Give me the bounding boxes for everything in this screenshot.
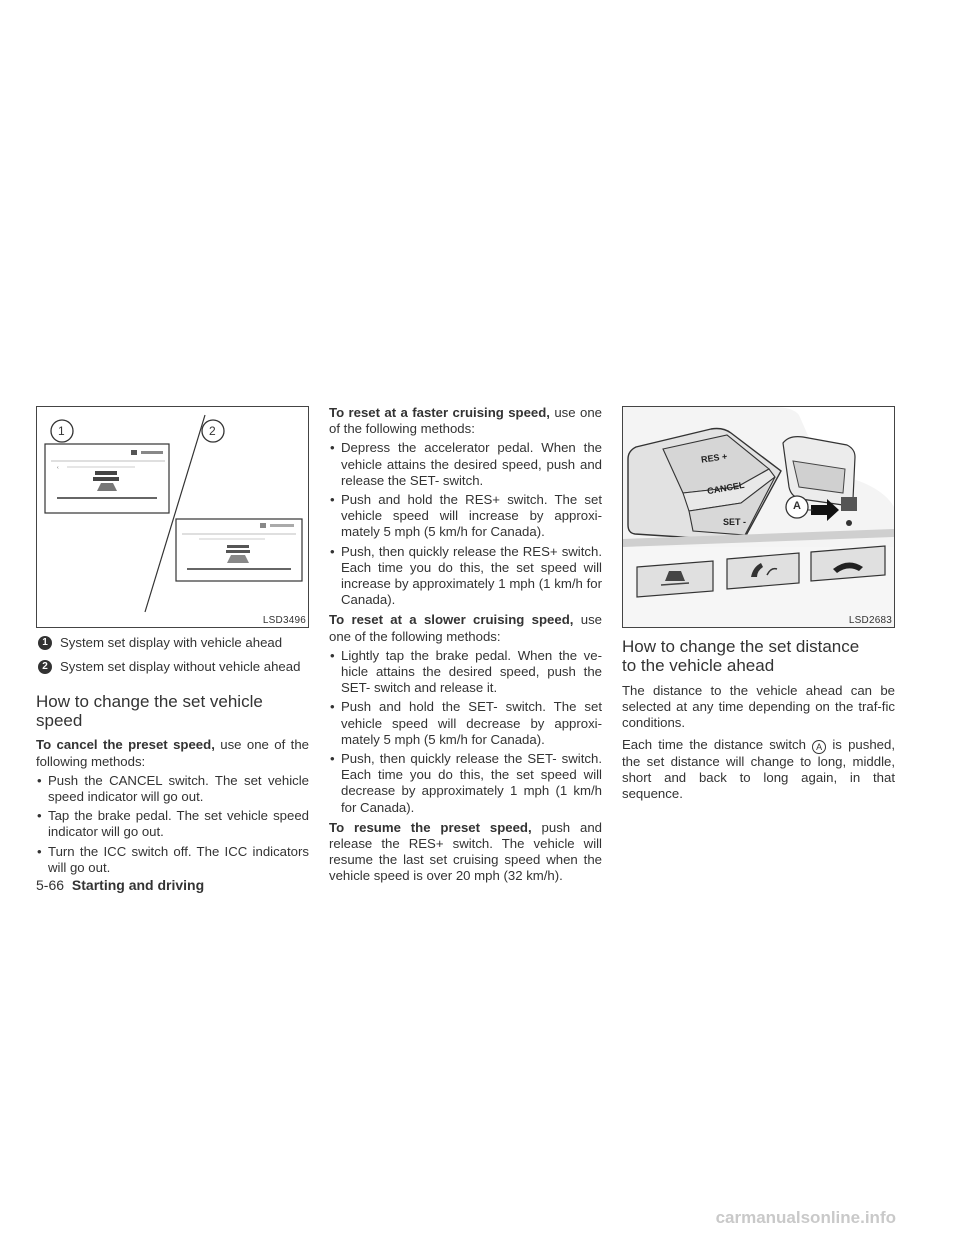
cancel-lead: To cancel the preset speed,: [36, 737, 215, 753]
res-plus-label: RES +: [700, 451, 728, 465]
watermark: carmanualsonline.info: [715, 1208, 896, 1227]
list-item: • Push the CANCEL switch. The set vehicle speed indicator will go out.: [36, 773, 309, 805]
heading-line-2: to the vehicle ahead: [622, 656, 775, 675]
slower-rest: use one of the following methods:: [329, 612, 602, 644]
resume-rest: push and release the RES+ switch. The vehicle will resume the last set cruising speed when the vehicle speed is over 20 mph (32 km/h).: [329, 819, 602, 884]
heading-line-1: How to change the set distance: [622, 637, 860, 656]
resume-lead: To resume the preset speed,: [329, 819, 532, 835]
page-footer: [36, 877, 204, 893]
cancel-label: CANCEL: [706, 479, 746, 497]
heading-line-2: speed: [36, 711, 83, 731]
list-item: • Depress the accelerator pedal. When the vehicle attains the desired speed, push and release the SET- switch.: [329, 440, 602, 489]
callout-a-icon: A: [812, 740, 826, 754]
caption-1: [36, 635, 309, 651]
list-item: • Tap the brake pedal. The set vehicle speed indicator will go out.: [36, 808, 309, 840]
figure-code: LSD2683: [848, 615, 892, 626]
list-item: • Push, then quickly release the SET- switch. Each time you do this, the set speed will decrease by approximately 1 mph (1 km/h for Canada).: [329, 751, 602, 816]
faster-rest: use one of the following methods:: [329, 405, 602, 437]
slower-lead: To reset at a slower cruising speed,: [329, 612, 574, 628]
list-item: • Turn the ICC switch off. The ICC indicators will go out.: [36, 844, 309, 876]
steering-switch-illustration: [623, 407, 894, 627]
distance-paragraph-2: [622, 737, 895, 803]
figure-code: LSD3496: [262, 615, 306, 626]
heading-line-1: How to change the set vehicle: [36, 692, 263, 712]
list-item: • Lightly tap the brake pedal. When the ve-hicle attains the desired speed, push the SET- switch and release it.: [329, 648, 602, 697]
right-column: [622, 637, 895, 802]
figure-steering-switches: [622, 406, 895, 628]
left-column: [36, 635, 309, 876]
list-item: • Push and hold the RES+ switch. The set vehicle speed will increase by approxi-mately 5 mph (5 km/h for Canada).: [329, 492, 602, 541]
list-item: • Push and hold the SET- switch. The set vehicle speed will decrease by approxi-mately 5 mph (5 km/h for Canada).: [329, 699, 602, 748]
section-heading-set-speed: [36, 692, 309, 730]
resume-paragraph: [329, 820, 602, 885]
distance-text-b: is pushed, the set distance will change to long, middle, short and back to long again, in that sequence.: [622, 736, 895, 802]
caption-2-number: 2: [38, 660, 52, 674]
set-minus-label: SET -: [723, 517, 747, 527]
faster-lead: To reset at a faster cruising speed,: [329, 405, 550, 420]
distance-paragraph-1: The distance to the vehicle ahead can be selected at any time depending on the traf-fic conditions.: [622, 683, 895, 731]
cancel-rest: use one of the following methods:: [36, 737, 309, 769]
callout-a-label: A: [793, 500, 801, 512]
figure-speed-display: [36, 406, 309, 628]
chapter-title: Starting and driving: [71, 877, 205, 893]
cancel-intro: [36, 737, 309, 769]
caption-2: [36, 659, 309, 675]
speed-display-illustration: [37, 407, 308, 627]
callout-1-label: 1: [58, 424, 65, 438]
caption-2-text: System set display without vehicle ahead: [60, 659, 301, 675]
slower-intro: [329, 612, 602, 644]
section-heading-set-distance: [622, 637, 895, 675]
caption-1-number: 1: [38, 636, 52, 650]
distance-text-a: Each time the distance switch: [622, 736, 813, 752]
middle-column: [329, 405, 602, 885]
page-number: 5-66: [36, 877, 65, 893]
caption-1-text: System set display with vehicle ahead: [60, 635, 283, 650]
list-item: • Push, then quickly release the RES+ switch. Each time you do this, the set speed will increase by approximately 1 mph (1 km/h for Canada).: [329, 544, 602, 609]
faster-intro: [329, 405, 602, 437]
callout-2-label: 2: [209, 424, 216, 438]
svg-text:‹: ‹: [57, 465, 59, 471]
